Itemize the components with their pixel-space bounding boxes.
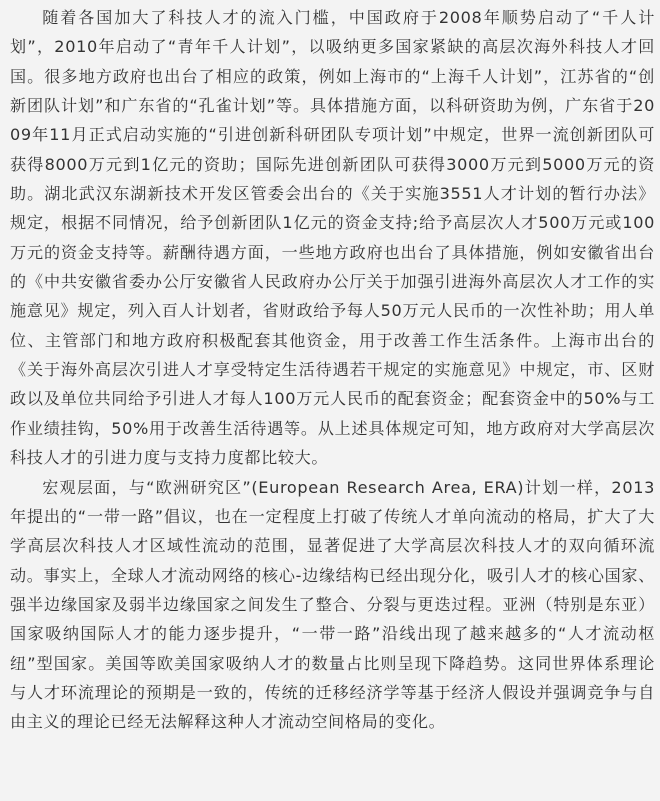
article-body [10,3,655,737]
paragraph-macro-level: 宏观层面，与“欧洲研究区”(European Research Area, ERA)计划一样，2013年提出的“一带一路”倡议，也在一定程度上打破了传统人才单向流动的格局，扩大了大学高层次科技人才区域性流动的范围，显著促进了大学高层次科技人才的双向循环流动。事实上，全球人才流动网络的核心-边缘结构已经出现分化，吸引人才的核心国家、强半边缘国家及弱半边缘国家之间发生了整合、分裂与更迭过程。亚洲（特别是东亚）国家吸纳国际人才的能力逐步提升，“一带一路”沿线出现了越来越多的“人才流动枢纽”型国家。美国等欧美国家吸纳人才的数量占比则呈现下降趋势。这同世界体系理论与人才环流理论的预期是一致的，传统的迁移经济学等基于经济人假设并强调竞争与自由主义的理论已经无法解释这种人才流动空间格局的变化。 [10,477,655,732]
paragraph-talent-policies: 随着各国加大了科技人才的流入门槛，中国政府于2008年顺势启动了“千人计划”，2010年启动了“青年千人计划”，以吸纳更多国家紧缺的高层次海外科技人才回国。很多地方政府也出台了相应的政策，例如上海市的“上海千人计划”，江苏省的“创新团队计划”和广东省的“孔雀计划”等。具体措施方面，以科研资助为例，广东省于2009年11月正式启动实施的“引进创新科研团队专项计划”中规定，世界一流创新团队可获得8000万元到1亿元的资助；国际先进创新团队可获得3000万元到5000万元的资助。湖北武汉东湖新技术开发区管委会出台的《关于实施3551人才计划的暂行办法》规定，根据不同情况，给予创新团队1亿元的资金支持;给予高层次人才500万元或100万元的资金支持等。薪酬待遇方面，一些地方政府也出台了具体措施，例如安徽省出台的《中共安徽省委办公厅安徽省人民政府办公厅关于加强引进海外高层次人才工作的实施意见》规定，列入百人计划者，省财政给予每人50万元人民币的一次性补助；用人单位、主管部门和地方政府积极配套其他资金，用于改善工作生活条件。上海市出台的《关于海外高层次引进人才享受特定生活待遇若干规定的实施意见》中规定，市、区财政以及单位共同给予引进人才每人100万元人民币的配套资金；配套资金中的50%与工作业绩挂钩，50%用于改善生活待遇等。从上述具体规定可知，地方政府对大学高层次科技人才的引进力度与支持力度都比较大。 [10,8,655,468]
